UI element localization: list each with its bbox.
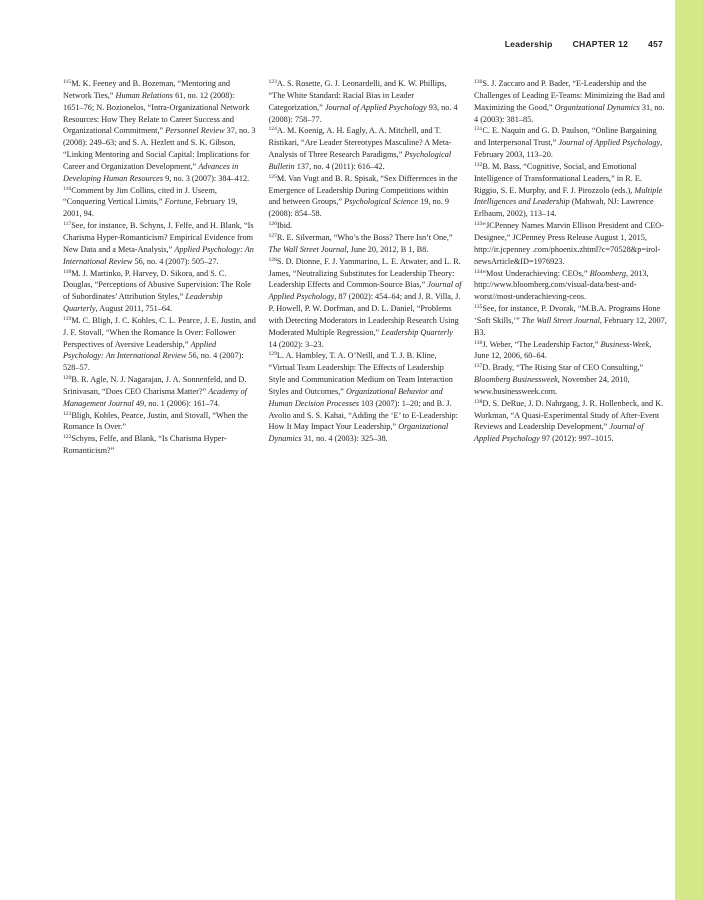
endnote-text: J. Weber, “The Leadership Factor,” Business-Week, June 12, 2006, 60–64. bbox=[474, 339, 652, 361]
endnote-number: 129 bbox=[268, 351, 277, 358]
endnote-text: Schyns, Felfe, and Blank, “Is Charisma Hyper-Romanticism?” bbox=[63, 434, 227, 456]
endnote-number: 118 bbox=[63, 268, 72, 275]
endnote-text: Bligh, Kohles, Pearce, Justin, and Stovall, “When the Romance Is Over.” bbox=[63, 410, 248, 432]
endnote-text: A. S. Rosette, G. J. Leonardelli, and K. W. Phillips, “The White Standard: Racial Bias in Leader Categorization,” Journal of Applied Psychology 93, no. 4 (2008): 758–77. bbox=[268, 79, 458, 124]
endnote-number: 115 bbox=[63, 79, 72, 86]
endnote-text: “JCPenney Names Marvin Ellison President and CEO-Designee,” JCPenney Press Release August 1, 2015, http://ir.jcpenney .com/phoenix.zhtml?c=70528&p=irol-newsArticle&ID=1976923. bbox=[474, 221, 664, 266]
endnote-text: S. J. Zaccaro and P. Bader, “E-Leadership and the Challenges of Leading E-Teams: Minimizing the Bad and Maximizing the Good,” Organizational Dynamics 31, no. 4 (2003): 381–85. bbox=[474, 79, 665, 124]
endnote-number: 135 bbox=[474, 304, 483, 311]
endnote-text: B. M. Bass, “Cognitive, Social, and Emotional Intelligence of Transformational Leaders,” in R. E. Riggio, S. E. Murphy, and F. J. Pirozzolo (eds.), Multiple Intelligences and Leadership (Mahwah, NJ: Lawrence Erlbaum, 2002), 113–14. bbox=[474, 161, 663, 219]
endnote-text: B. R. Agle, N. J. Nagarajan, J. A. Sonnenfeld, and D. Srinivasan, “Does CEO Charisma Matter?” Academy of Management Journal 49, no. 1 (2006): 161–74. bbox=[63, 375, 247, 408]
endnote bbox=[63, 268, 256, 315]
chapter-color-tab bbox=[675, 0, 703, 900]
endnote-number: 132 bbox=[474, 162, 483, 169]
endnote bbox=[269, 125, 462, 172]
endnote bbox=[269, 78, 462, 125]
endnote bbox=[269, 173, 462, 220]
endnote-text: L. A. Hambley, T. A. O’Neill, and T. J. B. Kline, “Virtual Team Leadership: The Effects of Leadership Style and Communication Medium on Team Interaction Styles and Outcomes,” Organizational Behavior and Human Decision Processes 103 (2007): 1–20; and B. J. Avolio and S. S. Kahai, “Adding the ‘E’ to E-Leadership: How It May Impact Your Leadership,” Organizational Dynamics 31, no. 4 (2003): 325–38. bbox=[268, 351, 458, 444]
endnotes-column-2 bbox=[269, 78, 462, 457]
endnotes-column-1 bbox=[63, 78, 256, 457]
endnote-number: 119 bbox=[63, 316, 72, 323]
endnote-text: R. E. Silverman, “Who’s the Boss? There Isn’t One,” The Wall Street Journal, June 20, 2012, B 1, B8. bbox=[268, 232, 453, 254]
endnote-number: 117 bbox=[63, 221, 72, 228]
endnote bbox=[269, 350, 462, 445]
endnote-number: 128 bbox=[268, 256, 277, 263]
endnote-number: 116 bbox=[63, 185, 72, 192]
endnote-text: S. D. Dionne, F. J. Yammarino, L. E. Atwater, and L. R. James, “Neutralizing Substitutes for Leadership Theory: Leadership Effects and Common-Source Bias,” Journal of Applied Psychology, 87 (2002): 454–64; and J. R. Villa, J. P. Howell, P. W. Dorfman, and D. L. Daniel, “Problems with Detecting Moderators in Leadership Research Using Moderated Multiple Regression,” Leadership Quarterly 14 (2002): 3–23. bbox=[268, 256, 462, 349]
endnote-number: 125 bbox=[268, 173, 277, 180]
endnote bbox=[63, 78, 256, 185]
endnote-number: 133 bbox=[474, 221, 483, 228]
endnote bbox=[63, 315, 256, 374]
endnote-text: D. S. DeRue, J. D. Nahrgang, J. R. Hollenbeck, and K. Workman, “A Quasi-Experimental Study of After-Event Reviews and Leadership Development,” Journal of Applied Psychology 97 (2012): 997–1015. bbox=[474, 398, 664, 444]
endnote bbox=[63, 374, 256, 410]
endnote bbox=[474, 362, 667, 398]
endnote-number: 138 bbox=[474, 398, 483, 405]
endnote bbox=[474, 78, 667, 125]
running-header bbox=[505, 39, 663, 49]
endnote-text: See, for instance, B. Schyns, J. Felfe, and H. Blank, “Is Charisma Hyper-Romanticism? Empirical Evidence from New Data and a Meta-Analysis,” Applied Psychology: An International Review 56, no. 4 (2007): 505–27. bbox=[63, 221, 254, 266]
endnote-number: 122 bbox=[63, 434, 72, 441]
endnote bbox=[269, 220, 462, 232]
endnote-number: 136 bbox=[474, 339, 483, 346]
endnote-text: Comment by Jim Collins, cited in J. Useem, “Conquering Vertical Limits,” Fortune, February 19, 2001, 94. bbox=[63, 185, 238, 219]
endnote-number: 137 bbox=[474, 363, 483, 370]
endnote bbox=[63, 433, 256, 457]
endnote bbox=[269, 256, 462, 351]
endnote-number: 124 bbox=[268, 126, 277, 133]
page-number: 457 bbox=[648, 39, 663, 49]
endnote-number: 134 bbox=[474, 268, 483, 275]
chapter-label: CHAPTER 12 bbox=[572, 39, 629, 49]
endnote bbox=[63, 185, 256, 221]
endnote bbox=[474, 161, 667, 220]
endnote-text: M. C. Bligh, J. C. Kohles, C. L. Pearce, J. E. Justin, and J. F. Stovall, “When the Romance Is Over: Follower Perspectives of Aversive Leadership,” Applied Psychology: An International Review 56, no. 4 (2007): 528–57. bbox=[63, 315, 256, 373]
endnotes-column-3 bbox=[474, 78, 667, 457]
endnote-text: See, for instance, P. Dvorak, “M.B.A. Programs Hone ‘Soft Skills,’” The Wall Street Journal, February 12, 2007, B3. bbox=[474, 304, 667, 337]
endnote-number: 131 bbox=[474, 126, 483, 133]
endnote bbox=[474, 398, 667, 445]
endnote bbox=[474, 268, 667, 304]
endnote bbox=[474, 303, 667, 339]
endnote bbox=[474, 125, 667, 161]
endnote-text: M. J. Martinko, P. Harvey, D. Sikora, and S. C. Douglas, “Perceptions of Abusive Supervision: The Role of Subordinates’ Attribution Styles,” Leadership Quarterly, August 2011, 751–64. bbox=[63, 268, 251, 314]
endnote-number: 123 bbox=[268, 79, 277, 86]
endnote bbox=[474, 220, 667, 267]
endnote-text: C. E. Naquin and G. D. Paulson, “Online Bargaining and Interpersonal Trust,” Journal of Applied Psychology, February 2003, 113–20. bbox=[474, 126, 663, 160]
endnote-text: D. Brady, “The Rising Star of CEO Consulting,” Bloomberg Businessweek, November 24, 2010, www.businessweek.com. bbox=[474, 363, 644, 396]
endnote bbox=[269, 232, 462, 256]
endnote-number: 127 bbox=[268, 233, 277, 240]
endnote-text: “Most Underachieving: CEOs,” Bloomberg, 2013, http://www.bloomberg.com/visual-data/best-and-worst//most-underachieving-ceos. bbox=[474, 268, 649, 302]
endnote-number: 121 bbox=[63, 410, 72, 417]
endnote-number: 130 bbox=[474, 79, 483, 86]
endnote-number: 120 bbox=[63, 375, 72, 382]
endnote-text: Ibid. bbox=[276, 221, 293, 231]
endnote-number: 126 bbox=[268, 221, 277, 228]
endnote bbox=[63, 410, 256, 434]
endnote-text: M. K. Feeney and B. Bozeman, “Mentoring and Network Ties,” Human Relations 61, no. 12 (2008): 1651–76; N. Bozionelos, “Intra-Organizational Network Resources: How They Relate to Career Success and Organizational Commitment,” Personnel Review 37, no. 3 (2008): 249–63; and S. A. Hezlett and S. K. Gibson, “Linking Mentoring and Social Capital: Implications for Career and Organization Development,” Advances in Developing Human Resources 9, no. 3 (2007): 384–412. bbox=[63, 79, 256, 183]
section-title: Leadership bbox=[504, 39, 553, 49]
endnote-text: A. M. Koenig, A. H. Eagly, A. A. Mitchell, and T. Ristikari, “Are Leader Stereotypes Masculine? A Meta-Analysis of Three Research Paradigms,” Psychological Bulletin 137, no. 4 (2011): 616–42. bbox=[268, 126, 452, 171]
endnotes bbox=[63, 78, 667, 457]
endnote bbox=[63, 220, 256, 267]
endnote bbox=[474, 339, 667, 363]
endnote-text: M. Van Vugt and B. R. Spisak, “Sex Differences in the Emergence of Leadership During Competitions within and between Groups,” Psychological Science 19, no. 9 (2008): 854–58. bbox=[268, 173, 458, 219]
